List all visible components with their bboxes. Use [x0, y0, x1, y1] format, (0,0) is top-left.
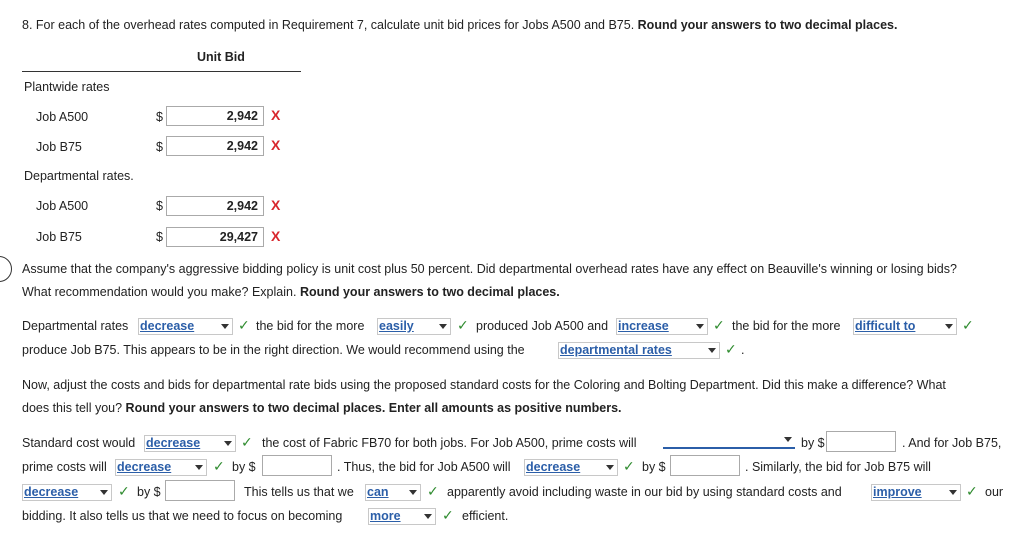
- part3-question-text: does this tell you?: [22, 401, 123, 415]
- incorrect-x-icon: X: [271, 197, 281, 213]
- section-label-plantwide: Plantwide rates: [24, 80, 110, 94]
- chevron-down-icon: [708, 348, 716, 353]
- part3-question-line1: Now, adjust the costs and bids for departmental rate bids using the proposed standard costs for the Coloring and Bolting Department. Did this make a difference? What: [22, 378, 946, 392]
- dropdown-improve[interactable]: [871, 484, 961, 501]
- chevron-down-icon: [224, 441, 232, 446]
- dropdown-avoid-waste[interactable]: [365, 484, 421, 501]
- incorrect-x-icon: X: [271, 228, 281, 244]
- dropdown-value: decrease: [140, 319, 195, 333]
- chevron-down-icon: [409, 490, 417, 495]
- row-label: Job B75: [36, 230, 82, 244]
- question-text: 8. For each of the overhead rates computed in Requirement 7, calculate unit bid prices for Jobs A500 and B75.: [22, 18, 635, 32]
- step-indicator-circle: [0, 256, 12, 282]
- chevron-down-icon: [195, 465, 203, 470]
- dropdown-production-ease[interactable]: [377, 318, 451, 335]
- part2-text: .: [741, 343, 745, 357]
- part2-question-text: What recommendation would you make? Explain.: [22, 285, 297, 299]
- unit-bid-input-plantwide-b75[interactable]: 2,942: [166, 136, 264, 156]
- dropdown-production-difficulty[interactable]: [853, 318, 957, 335]
- dropdown-value: easily: [379, 319, 414, 333]
- dropdown-bid-a500[interactable]: [524, 459, 618, 476]
- correct-check-icon: ✓: [623, 458, 635, 474]
- part3-text: This tells us that we: [244, 485, 354, 499]
- currency-symbol: $: [156, 140, 163, 154]
- part2-text: the bid for the more: [256, 319, 365, 333]
- part3-text: the cost of Fabric FB70 for both jobs. For Job A500, prime costs will: [262, 436, 637, 450]
- amount-input-bid-b75[interactable]: [165, 480, 235, 501]
- question-instruction: Round your answers to two decimal places.: [637, 18, 898, 32]
- correct-check-icon: ✓: [725, 341, 737, 357]
- chevron-down-icon: [945, 324, 953, 329]
- part3-instruction: Round your answers to two decimal places. Enter all amounts as positive numbers.: [125, 401, 622, 415]
- chevron-down-icon: [424, 514, 432, 519]
- part2-text: Departmental rates: [22, 319, 129, 333]
- question-title: [22, 18, 897, 32]
- chevron-down-icon: [100, 490, 108, 495]
- part3-text: by $: [801, 436, 825, 450]
- dropdown-value: difficult to: [855, 319, 916, 333]
- currency-symbol: $: [156, 199, 163, 213]
- row-label: Job B75: [36, 140, 82, 154]
- dropdown-value: can: [367, 485, 389, 499]
- correct-check-icon: ✓: [442, 507, 454, 523]
- dropdown-recommendation[interactable]: [558, 342, 720, 359]
- correct-check-icon: ✓: [241, 434, 253, 450]
- correct-check-icon: ✓: [118, 483, 130, 499]
- part3-text: by $: [137, 485, 161, 499]
- correct-check-icon: ✓: [457, 317, 469, 333]
- dropdown-value: departmental rates: [560, 343, 672, 357]
- correct-check-icon: ✓: [962, 317, 974, 333]
- part2-text: produced Job A500 and: [476, 319, 609, 333]
- chevron-down-icon: [606, 465, 614, 470]
- correct-check-icon: ✓: [427, 483, 439, 499]
- header-divider: [22, 71, 301, 72]
- incorrect-x-icon: X: [271, 137, 281, 153]
- amount-input-bid-a500[interactable]: [670, 455, 740, 476]
- row-label: Job A500: [36, 110, 89, 124]
- dropdown-value: increase: [618, 319, 669, 333]
- dropdown-bid-b75[interactable]: [22, 484, 112, 501]
- chevron-down-icon: [221, 324, 229, 329]
- part2-question-line1: Assume that the company's aggressive bidding policy is unit cost plus 50 percent. Did departmental overhead rates have any effect on Beauville's winning or losing bids?: [22, 262, 957, 276]
- correct-check-icon: ✓: [238, 317, 250, 333]
- correct-check-icon: ✓: [213, 458, 225, 474]
- unit-bid-input-plantwide-a500[interactable]: 2,942: [166, 106, 264, 126]
- section-label-departmental: Departmental rates.: [24, 169, 134, 183]
- dropdown-standard-cost-effect[interactable]: [144, 435, 236, 452]
- dropdown-value: decrease: [146, 436, 201, 450]
- dropdown-value: decrease: [526, 460, 581, 474]
- part3-text: our: [985, 485, 1004, 499]
- amount-input-prime-b75[interactable]: [262, 455, 332, 476]
- part3-text: . Similarly, the bid for Job B75 will: [745, 460, 931, 474]
- correct-check-icon: ✓: [713, 317, 725, 333]
- part3-text: Standard cost would: [22, 436, 136, 450]
- part3-text: by $: [642, 460, 666, 474]
- unit-bid-input-dept-a500[interactable]: 2,942: [166, 196, 264, 216]
- dropdown-rates-effect-a500[interactable]: [138, 318, 233, 335]
- amount-input-prime-a500[interactable]: [826, 431, 896, 452]
- part3-text: efficient.: [462, 509, 509, 523]
- correct-check-icon: ✓: [966, 483, 978, 499]
- row-label: Job A500: [36, 199, 89, 213]
- chevron-down-icon: [696, 324, 704, 329]
- part2-text: the bid for the more: [732, 319, 841, 333]
- part2-text: produce Job B75. This appears to be in the right direction. We would recommend using the: [22, 343, 525, 357]
- incorrect-x-icon: X: [271, 107, 281, 123]
- column-header-unit-bid: Unit Bid: [197, 50, 245, 64]
- part2-question-line2: [22, 285, 560, 299]
- dropdown-value: improve: [873, 485, 922, 499]
- chevron-down-icon: [439, 324, 447, 329]
- dropdown-efficiency[interactable]: [368, 508, 436, 525]
- dropdown-rates-effect-b75[interactable]: [616, 318, 708, 335]
- part3-text: apparently avoid including waste in our bid by using standard costs and: [447, 485, 842, 499]
- currency-symbol: $: [156, 230, 163, 244]
- dropdown-value: decrease: [24, 485, 79, 499]
- dropdown-prime-costs-a500[interactable]: [663, 432, 795, 449]
- part3-question-line2: [22, 401, 622, 415]
- part3-text: . Thus, the bid for Job A500 will: [337, 460, 511, 474]
- part2-instruction: Round your answers to two decimal places.: [299, 285, 560, 299]
- dropdown-value: more: [370, 509, 401, 523]
- part3-text: by $: [232, 460, 256, 474]
- part3-text: . And for Job B75,: [902, 436, 1002, 450]
- unit-bid-input-dept-b75[interactable]: 29,427: [166, 227, 264, 247]
- chevron-down-icon: [784, 437, 792, 442]
- chevron-down-icon: [949, 490, 957, 495]
- dropdown-prime-costs-b75[interactable]: [115, 459, 207, 476]
- part3-text: bidding. It also tells us that we need to focus on becoming: [22, 509, 343, 523]
- part3-text: prime costs will: [22, 460, 107, 474]
- currency-symbol: $: [156, 110, 163, 124]
- dropdown-value: decrease: [117, 460, 172, 474]
